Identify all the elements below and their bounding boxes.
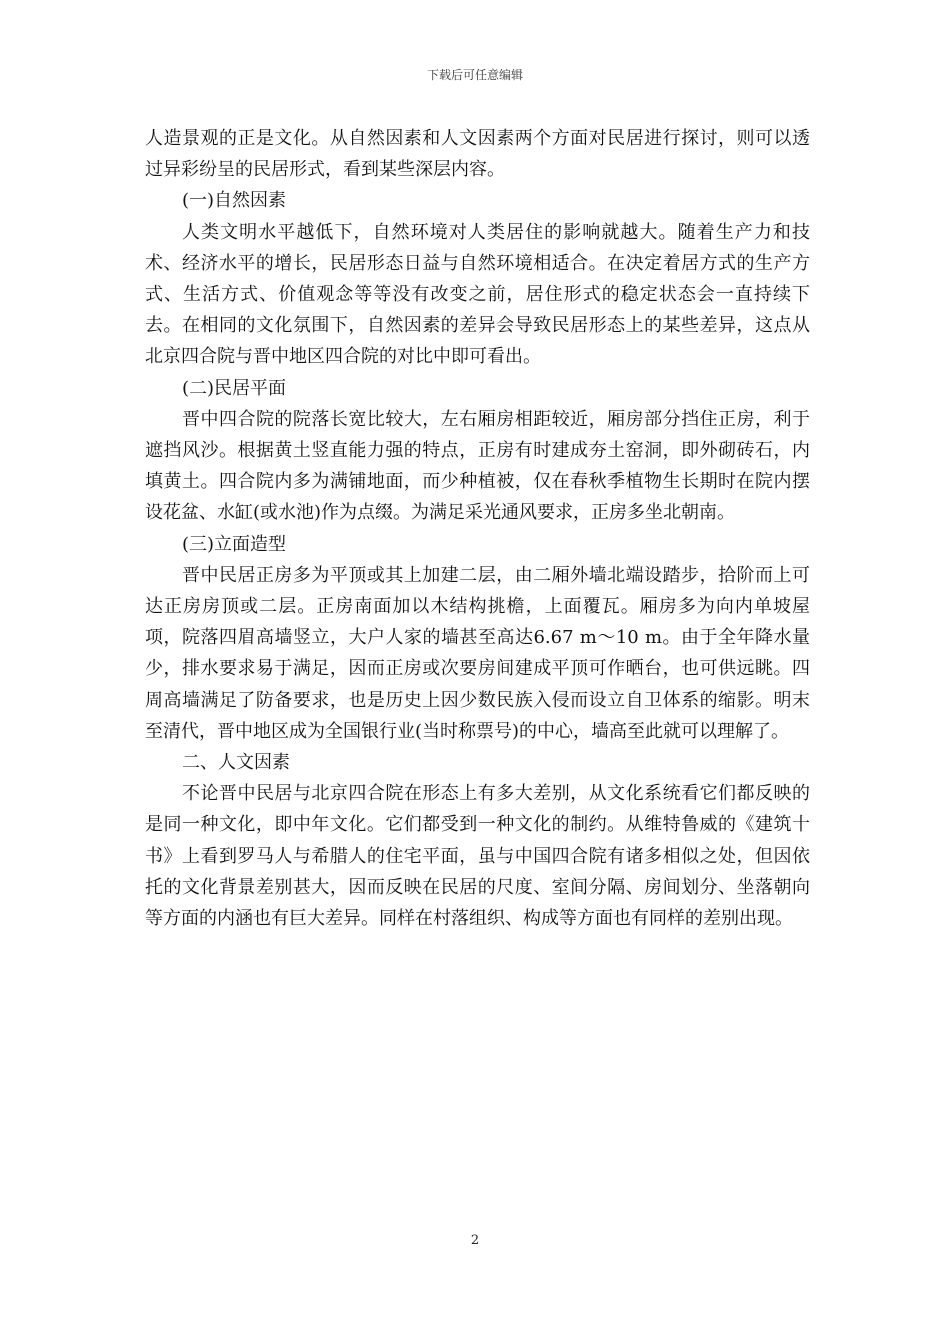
section-heading-dwelling-plan: (二)民居平面 <box>182 377 287 399</box>
paragraph-dwelling-plan: 晋中四合院的院落长宽比较大，左右厢房相距较近，厢房部分挡住正房，利于遮挡风沙。根据黄土竖直能力强的特点，正房有时建成夯土窑洞，即外砌砖石，内填黄土。四合院内多为满铺地面，而少种植被，仅在春秋季植物生长期时在院内摆设花盆、水缸(或水池)作为点缀。为满足采光通风要求，正房多坐北朝南。 <box>145 408 810 524</box>
paragraph-intro: 人造景观的正是文化。从自然因素和人文因素两个方面对民居进行探讨，则可以透过异彩纷呈的民居形式，看到某些深层内容。 <box>145 128 810 181</box>
paragraph-cultural-factors: 不论晋中民居与北京四合院在形态上有多大差别，从文化系统看它们都反映的是同一种文化，即中年文化。它们都受到一种文化的制约。从维特鲁威的《建筑十书》上看到罗马人与希腊人的住宅平面，虽与中国四合院有诸多相似之处，但因依托的文化背景差别甚大，因而反映在民居的尺度、室间分隔、房间划分、坐落朝向等方面的内涵也有巨大差异。同样在村落组织、构成等方面也有同样的差别出现。 <box>145 783 810 930</box>
page-header: 下载后可任意编辑 <box>426 68 523 82</box>
document-body <box>145 123 810 934</box>
paragraph-natural-factors: 人类文明水平越低下，自然环境对人类居住的影响就越大。随着生产力和技术、经济水平的增长，民居形态日益与自然环境相适合。在决定着居方式的生产方式、生活方式、价值观念等等没有改变之前，居住形式的稳定状态会一直持续下去。在相同的文化氛围下，自然因素的差异会导致民居形态上的某些差异，这点从北京四合院与晋中地区四合院的对比中即可看出。 <box>145 221 810 368</box>
page-number: 2 <box>470 1233 480 1248</box>
paragraph-elevation: 晋中民居正房多为平顶或其上加建二层，由二厢外墙北端设踏步，拾阶而上可达正房房顶或二层。正房南面加以木结构挑檐，上面覆瓦。厢房多为向内单坡屋项，院落四眉高墙竖立，大户人家的墙甚至高达6.67 m～10 m。由于全年降水量少，排水要求易于满足，因而正房或次要房间建成平顶可作晒台，也可供远眺。四周高墙满足了防备要求，也是历史上因少数民族入侵而设立自卫体系的缩影。明末至清代，晋中地区成为全国银行业(当时称票号)的中心，墙高至此就可以理解了。 <box>145 564 810 742</box>
section-heading-elevation: (三)立面造型 <box>182 533 287 555</box>
section-heading-cultural-factors: 二、人文因素 <box>182 752 290 774</box>
section-heading-natural-factors: (一)自然因素 <box>182 190 287 212</box>
